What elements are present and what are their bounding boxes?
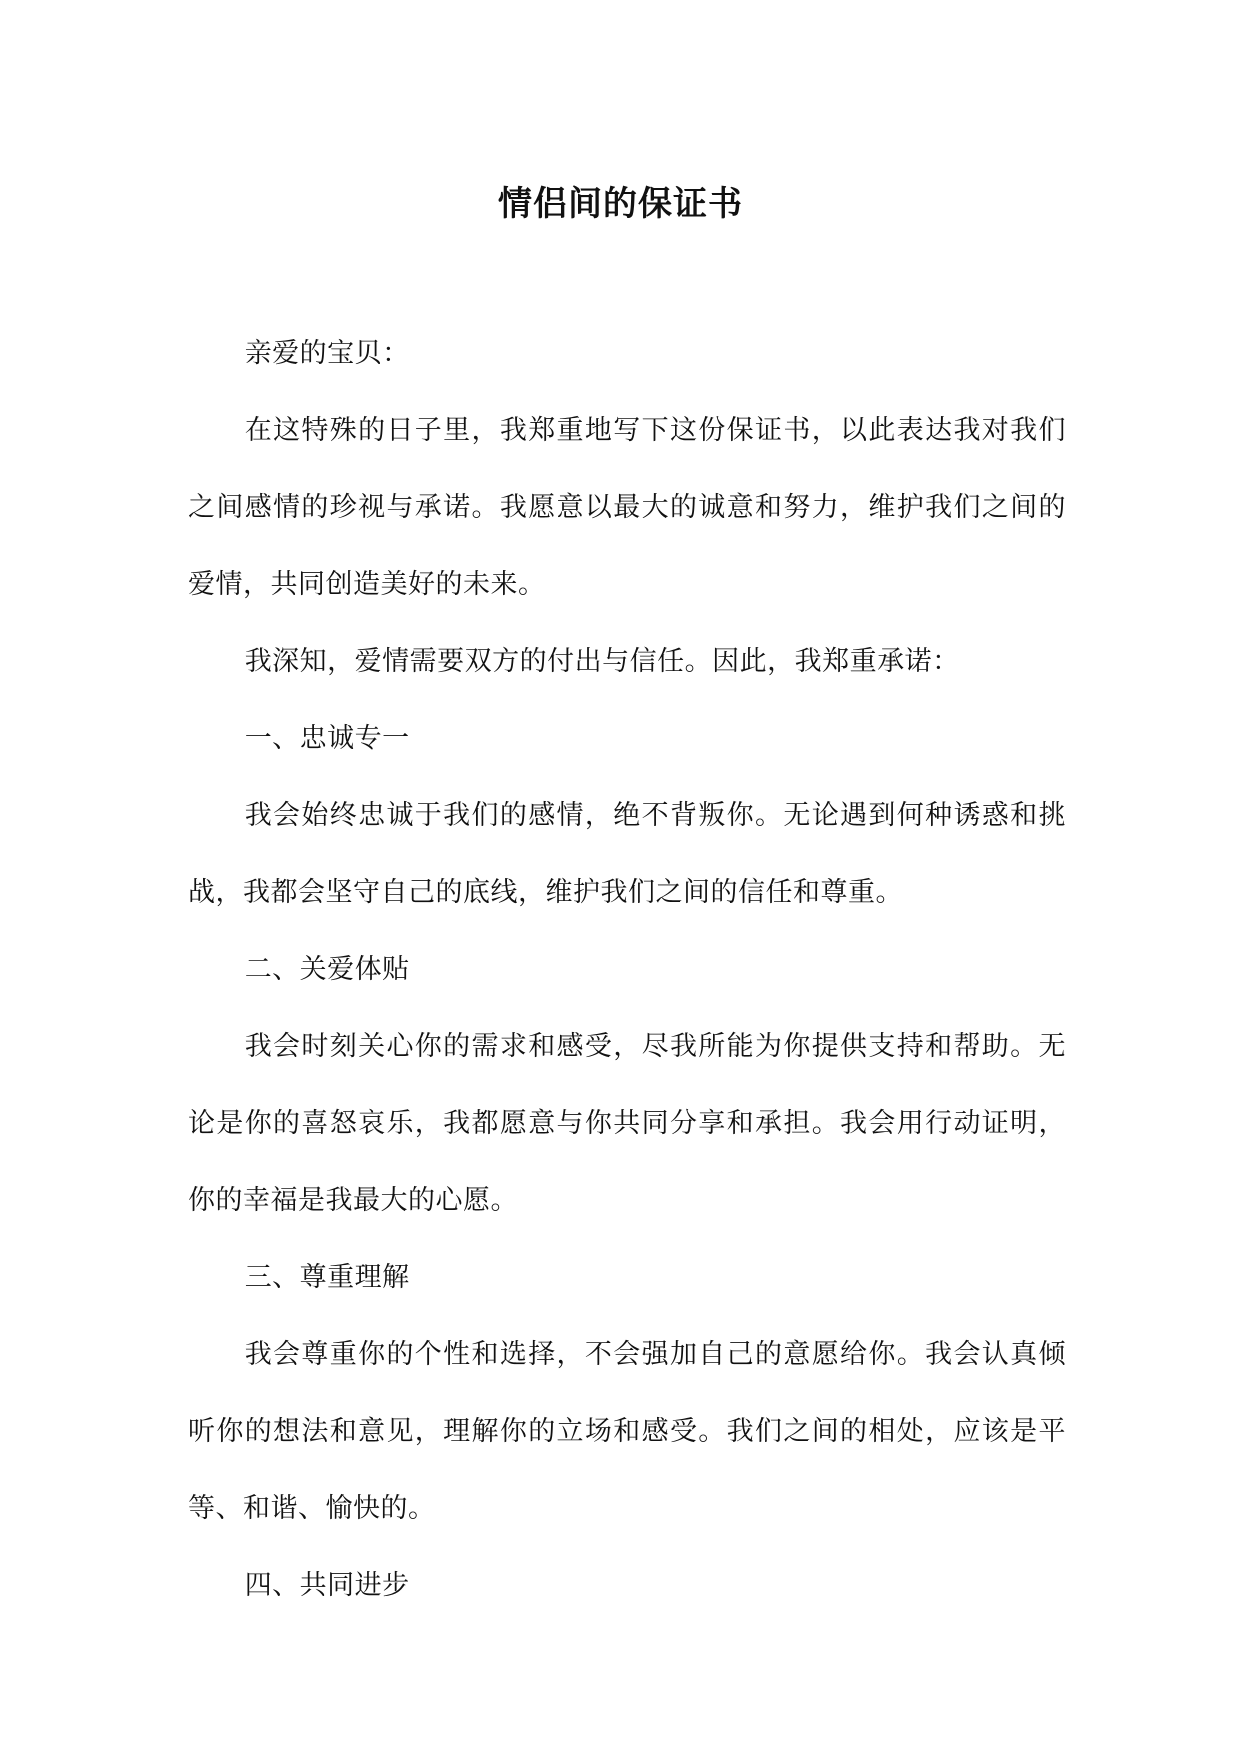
section-heading-loyalty: 一、忠诚专一 xyxy=(244,723,410,754)
document-title: 情侣间的保证书 xyxy=(498,184,743,224)
section-heading-care: 二、关爱体贴 xyxy=(244,954,410,985)
salutation: 亲爱的宝贝： xyxy=(244,338,410,369)
section-heading-respect: 三、尊重理解 xyxy=(244,1262,410,1293)
paragraph-care: 我会时刻关心你的需求和感受，尽我所能为你提供支持和帮助。无论是你的喜怒哀乐，我都愿意与你共同分享和承担。我会用行动证明，你的幸福是我最大的心愿。 xyxy=(188,1031,1066,1216)
paragraph-intro: 在这特殊的日子里，我郑重地写下这份保证书，以此表达我对我们之间感情的珍视与承诺。我愿意以最大的诚意和努力，维护我们之间的爱情，共同创造美好的未来。 xyxy=(188,415,1066,600)
paragraph-loyalty: 我会始终忠诚于我们的感情，绝不背叛你。无论遇到何种诱惑和挑战，我都会坚守自己的底线，维护我们之间的信任和尊重。 xyxy=(188,800,1066,908)
section-heading-progress: 四、共同进步 xyxy=(244,1570,410,1601)
document-body xyxy=(188,315,1066,1624)
paragraph-respect: 我会尊重你的个性和选择，不会强加自己的意愿给你。我会认真倾听你的想法和意见，理解你的立场和感受。我们之间的相处，应该是平等、和谐、愉快的。 xyxy=(188,1339,1066,1524)
paragraph-promise-lead: 我深知，爱情需要双方的付出与信任。因此，我郑重承诺： xyxy=(244,646,960,677)
